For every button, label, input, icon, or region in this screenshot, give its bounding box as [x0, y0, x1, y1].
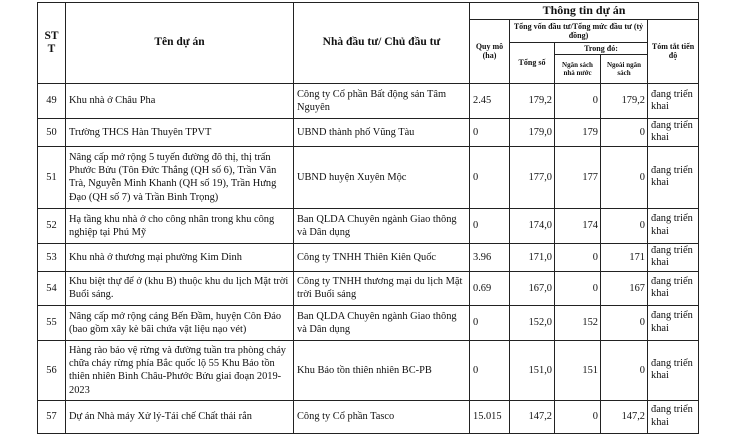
table-row [38, 208, 699, 243]
row-scale: 0 [470, 118, 510, 146]
row-investor: Công ty Cổ phần Tasco [294, 400, 470, 433]
row-status: đang triển khai [648, 83, 699, 118]
row-total: 147,2 [510, 400, 555, 433]
row-non-state: 0 [601, 340, 648, 400]
table-row [38, 400, 699, 433]
header-scale: Quy mô (ha) [470, 19, 510, 83]
row-project-name: Khu biệt thự để ở (khu B) thuộc khu du lịch Mặt trời Buổi sáng. [66, 271, 294, 305]
table-row [38, 243, 699, 271]
row-non-state: 171 [601, 243, 648, 271]
project-table [37, 2, 699, 434]
table-row [38, 340, 699, 400]
table-row [38, 305, 699, 340]
row-stt: 49 [38, 83, 66, 118]
row-non-state: 0 [601, 305, 648, 340]
row-total: 167,0 [510, 271, 555, 305]
row-investor: UBND thành phố Vũng Tàu [294, 118, 470, 146]
header-project-name: Tên dự án [66, 3, 294, 84]
row-status: đang triển khai [648, 305, 699, 340]
project-table-sheet [37, 2, 698, 434]
header-of-which: Trong đó: [555, 42, 648, 54]
row-scale: 2.45 [470, 83, 510, 118]
header-progress-summary: Tóm tắt tiến độ [648, 19, 699, 83]
row-state-budget: 0 [555, 83, 601, 118]
row-scale: 0 [470, 340, 510, 400]
row-project-name: Nâng cấp mở rộng 5 tuyến đường đô thị, thị trấn Phước Bửu (Tôn Đức Thắng (QH số 6), Trần Văn Trà, Nguyễn Minh Khanh (QH số 19), Trần Hưng Đạo (QH số 7) và Trần Bình Trọng) [66, 146, 294, 208]
table-row [38, 83, 699, 118]
header-non-state: Ngoài ngân sách [601, 54, 648, 83]
row-stt: 57 [38, 400, 66, 433]
row-state-budget: 151 [555, 340, 601, 400]
table-body [38, 83, 699, 433]
row-state-budget: 0 [555, 400, 601, 433]
row-scale: 0 [470, 208, 510, 243]
row-status: đang triển khai [648, 118, 699, 146]
row-state-budget: 177 [555, 146, 601, 208]
row-total: 152,0 [510, 305, 555, 340]
row-investor: Ban QLDA Chuyên ngành Giao thông và Dân dụng [294, 305, 470, 340]
row-stt: 52 [38, 208, 66, 243]
row-stt: 55 [38, 305, 66, 340]
row-scale: 0 [470, 305, 510, 340]
row-stt: 51 [38, 146, 66, 208]
row-status: đang triển khai [648, 340, 699, 400]
row-non-state: 179,2 [601, 83, 648, 118]
row-project-name: Hạ tầng khu nhà ở cho công nhân trong khu công nghiệp tại Phú Mỹ [66, 208, 294, 243]
row-total: 179,2 [510, 83, 555, 118]
header-state-budget: Ngân sách nhà nước [555, 54, 601, 83]
header-stt: ST T [38, 3, 66, 84]
row-state-budget: 152 [555, 305, 601, 340]
row-total: 171,0 [510, 243, 555, 271]
table-row [38, 118, 699, 146]
table-row [38, 271, 699, 305]
row-total: 177,0 [510, 146, 555, 208]
row-project-name: Nâng cấp mở rộng cảng Bến Đầm, huyện Côn Đảo (bao gồm xây kè bãi chứa vật liệu nạo vét) [66, 305, 294, 340]
row-project-name: Hàng rào bảo vệ rừng và đường tuần tra phòng cháy chữa cháy rừng phía Bắc quốc lộ 55 Khu Bảo tồn thiên nhiên Bình Châu-Phước Bửu giai đoạn 2019-2023 [66, 340, 294, 400]
row-project-name: Trường THCS Hàn Thuyên TPVT [66, 118, 294, 146]
row-project-name: Khu nhà ở Châu Pha [66, 83, 294, 118]
row-investor: Khu Bảo tồn thiên nhiên BC-PB [294, 340, 470, 400]
row-scale: 15.015 [470, 400, 510, 433]
row-status: đang triển khai [648, 243, 699, 271]
row-non-state: 0 [601, 146, 648, 208]
row-scale: 0 [470, 146, 510, 208]
row-scale: 3.96 [470, 243, 510, 271]
row-investor: Công ty Cổ phần Bất động sản Tâm Nguyên [294, 83, 470, 118]
row-non-state: 167 [601, 271, 648, 305]
row-non-state: 0 [601, 118, 648, 146]
row-non-state: 147,2 [601, 400, 648, 433]
row-status: đang triển khai [648, 271, 699, 305]
table-row [38, 146, 699, 208]
header-capital: Tổng vốn đầu tư/Tổng mức đầu tư (tỷ đồng) [510, 19, 648, 42]
row-investor: Ban QLDA Chuyên ngành Giao thông và Dân dụng [294, 208, 470, 243]
row-stt: 56 [38, 340, 66, 400]
row-status: đang triển khai [648, 400, 699, 433]
row-project-name: Dự án Nhà máy Xử lý-Tái chế Chất thải rắn [66, 400, 294, 433]
row-total: 151,0 [510, 340, 555, 400]
row-investor: Công ty TNHH thương mại du lịch Mặt trời Buổi sáng [294, 271, 470, 305]
row-non-state: 0 [601, 208, 648, 243]
row-total: 174,0 [510, 208, 555, 243]
row-status: đang triển khai [648, 208, 699, 243]
row-stt: 50 [38, 118, 66, 146]
row-status: đang triển khai [648, 146, 699, 208]
row-scale: 0.69 [470, 271, 510, 305]
row-state-budget: 0 [555, 271, 601, 305]
row-stt: 53 [38, 243, 66, 271]
row-investor: UBND huyện Xuyên Mộc [294, 146, 470, 208]
row-investor: Công ty TNHH Thiên Kiên Quốc [294, 243, 470, 271]
header-project-info: Thông tin dự án [470, 3, 699, 20]
row-project-name: Khu nhà ở thương mại phường Kim Dinh [66, 243, 294, 271]
header-investor: Nhà đầu tư/ Chủ đầu tư [294, 3, 470, 84]
row-total: 179,0 [510, 118, 555, 146]
row-stt: 54 [38, 271, 66, 305]
row-state-budget: 179 [555, 118, 601, 146]
row-state-budget: 174 [555, 208, 601, 243]
row-state-budget: 0 [555, 243, 601, 271]
header-total: Tổng số [510, 42, 555, 83]
